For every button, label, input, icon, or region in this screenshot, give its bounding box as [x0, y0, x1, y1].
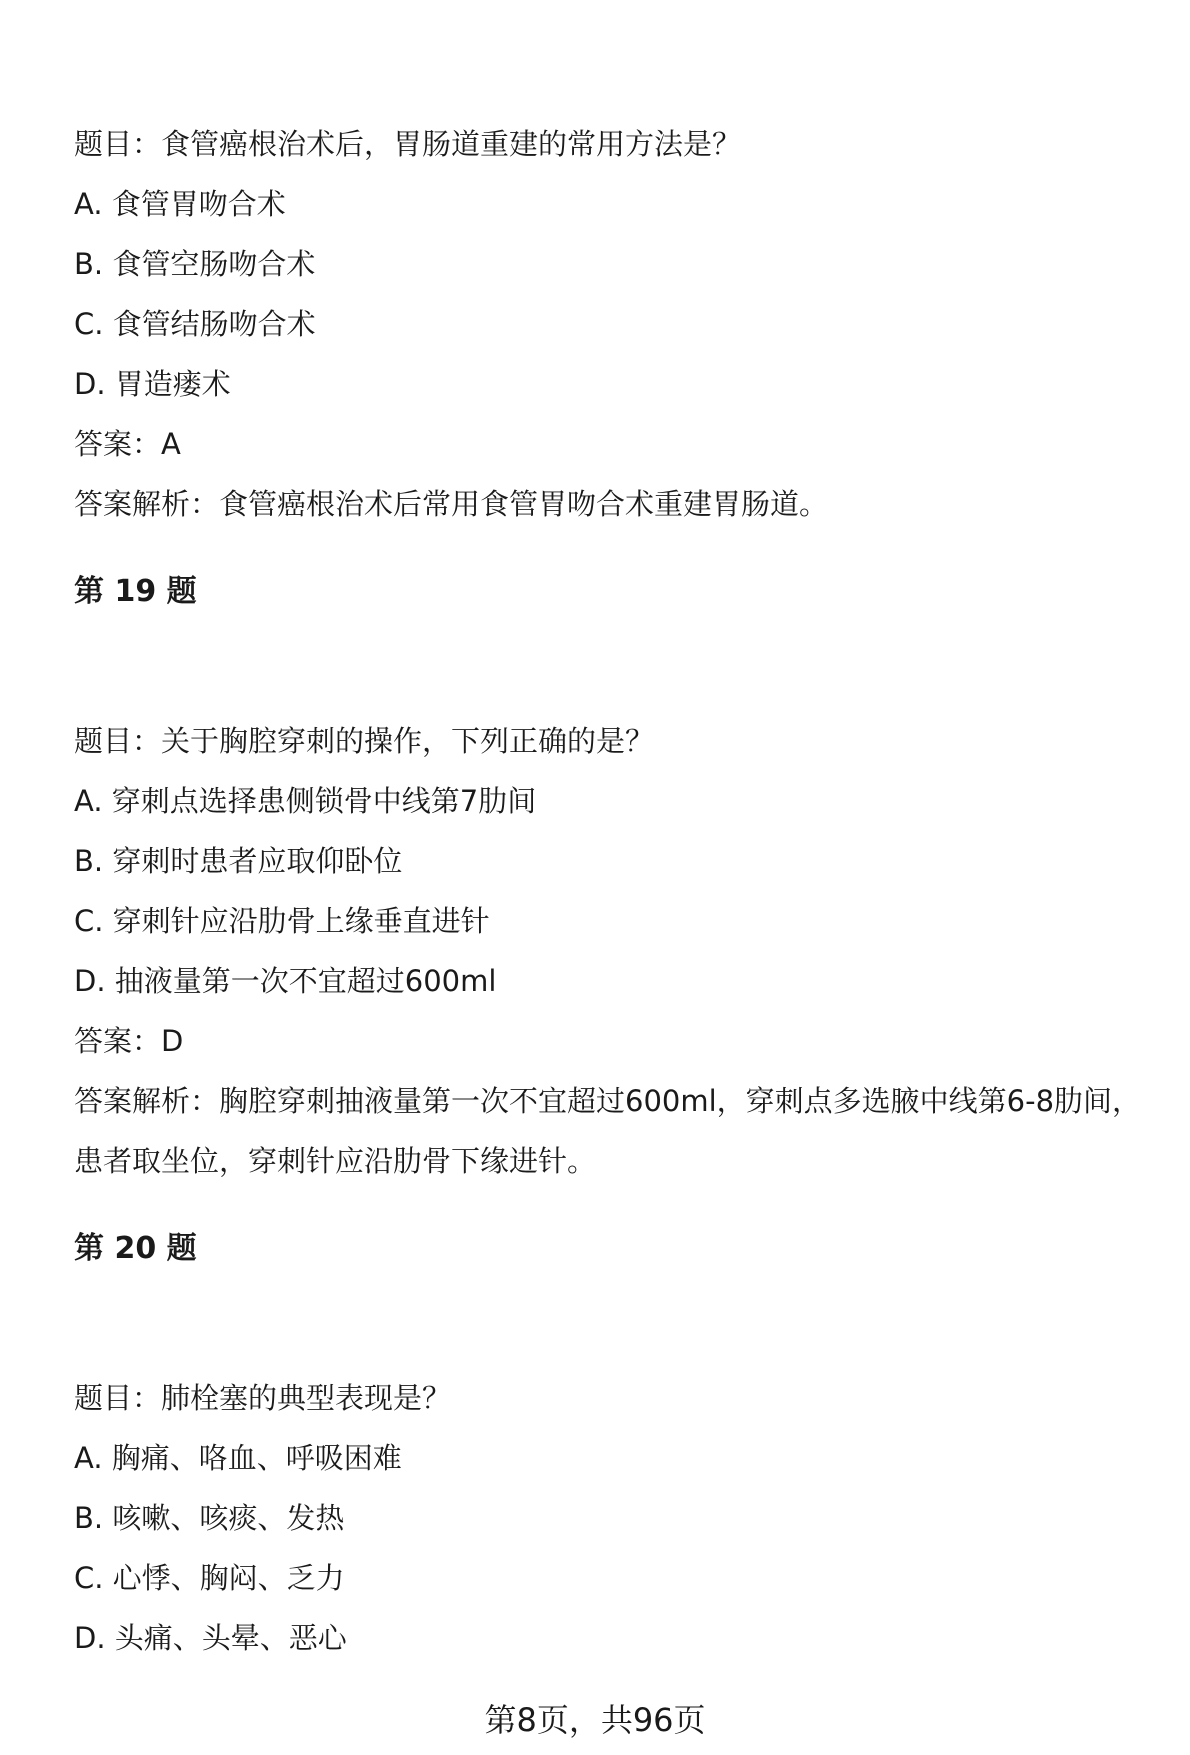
answer-explanation-line-2: 患者取坐位，穿刺针应沿肋骨下缘进针。 [74, 1144, 597, 1178]
option-c: C. 食管结肠吻合术 [74, 307, 316, 341]
question-heading: 第 19 题 [74, 574, 197, 609]
answer-explanation-line-1: 答案解析：胸腔穿刺抽液量第一次不宜超过600ml，穿刺点多选腋中线第6-8肋间， [74, 1084, 1142, 1118]
option-b: B. 食管空肠吻合术 [74, 247, 316, 281]
answer: 答案：D [74, 1024, 184, 1058]
option-d: D. 抽液量第一次不宜超过600ml [74, 964, 497, 998]
option-c: C. 心悸、胸闷、乏力 [74, 1561, 345, 1595]
option-b: B. 穿刺时患者应取仰卧位 [74, 844, 403, 878]
option-d: D. 头痛、头晕、恶心 [74, 1621, 347, 1655]
option-a: A. 穿刺点选择患侧锁骨中线第7肋间 [74, 784, 537, 818]
question-text: 题目：食管癌根治术后，胃肠道重建的常用方法是？ [74, 127, 742, 161]
option-a: A. 胸痛、咯血、呼吸困难 [74, 1441, 402, 1475]
page-number-footer: 第8页，共96页 [484, 1701, 706, 1739]
answer: 答案：A [74, 427, 181, 461]
question-text: 题目：关于胸腔穿刺的操作，下列正确的是？ [74, 724, 655, 758]
option-c: C. 穿刺针应沿肋骨上缘垂直进针 [74, 904, 490, 938]
option-a: A. 食管胃吻合术 [74, 187, 286, 221]
answer-explanation: 答案解析：食管癌根治术后常用食管胃吻合术重建胃肠道。 [74, 487, 829, 521]
question-heading: 第 20 题 [74, 1231, 197, 1266]
option-d: D. 胃造瘘术 [74, 367, 231, 401]
question-text: 题目：肺栓塞的典型表现是？ [74, 1381, 452, 1415]
option-b: B. 咳嗽、咳痰、发热 [74, 1501, 345, 1535]
